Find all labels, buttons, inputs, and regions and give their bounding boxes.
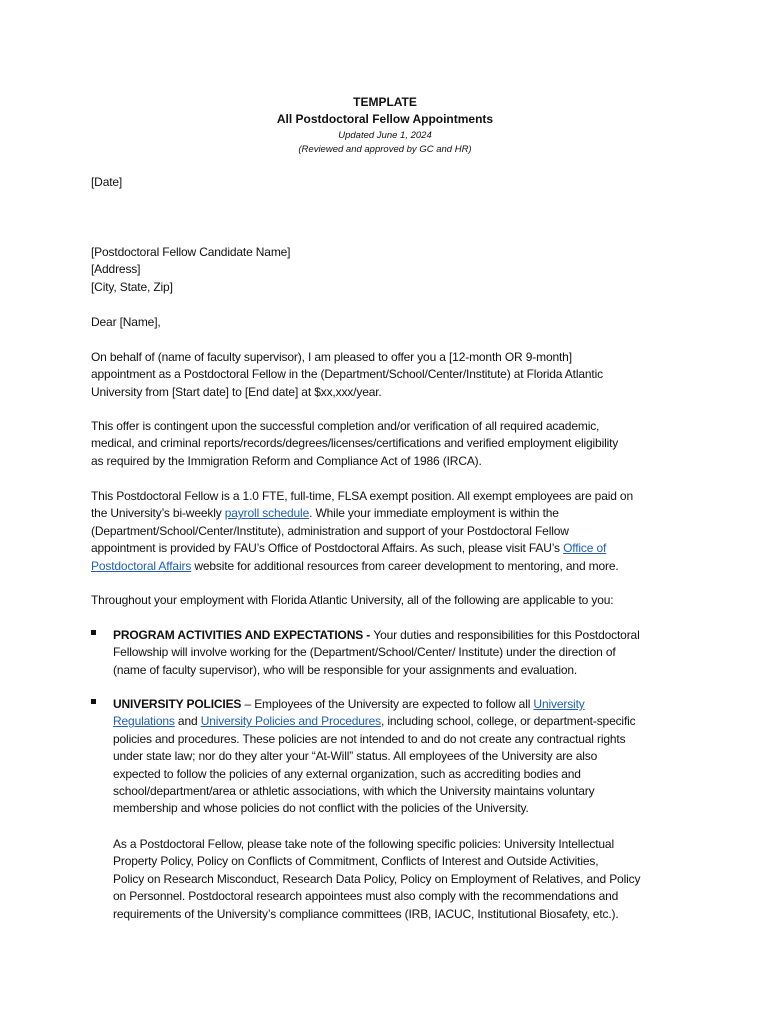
text-span: – Employees of the University are expected to follow all [241,697,534,711]
date-placeholder [91,174,681,191]
contingency-paragraph [91,418,681,470]
bullet-line: policies and procedures. These policies are not intended to and do not create any contractual rights [113,731,626,746]
paragraph-line [91,540,681,557]
paragraph-line: (Department/School/Center/Institute), administration and support of your Postdoctoral Fellow [91,523,569,538]
text-span: Your duties and responsibilities for this Postdoctoral [373,628,640,642]
recipient-name: [Postdoctoral Fellow Candidate Name] [91,245,291,259]
paragraph-line: medical, and criminal reports/records/degrees/licenses/certifications and verified employment eligibility [91,436,619,451]
applicability-paragraph [91,592,681,609]
document-title: TEMPLATE [353,95,417,109]
office-postdoctoral-affairs-link[interactable]: Office of [563,541,607,556]
paragraph-line: On behalf of (name of faculty supervisor), I am pleased to offer you a [12-month OR 9-month] [91,350,572,364]
paragraph-line: appointment as a Postdoctoral Fellow in the (Department/School/Center/Institute) at Florida Atlantic [91,367,603,382]
specific-policies-paragraph [113,836,683,923]
position-paragraph [91,488,681,575]
bullet-line: under state law; nor do they alter your “At-Will” status. All employees of the University are also [113,749,598,764]
bullet-line: (name of faculty supervisor), who will be responsible for your assignments and evaluation. [113,662,578,677]
text-span: the University’s bi-weekly [91,506,225,521]
paragraph-line: Property Policy, Policy on Conflicts of Commitment, Conflicts of Interest and Outside Activities, [113,854,599,869]
updated-date: Updated June 1, 2024 [338,130,432,141]
bullet-line: expected to follow the policies of any external organization, such as accrediting bodies and [113,766,581,781]
bullet-line [113,696,683,713]
recipient-address-block [91,244,681,296]
salutation [91,314,681,331]
paragraph-line: requirements of the University’s compliance committees (IRB, IACUC, Institutional Biosafety, etc.). [113,906,619,921]
university-policies-procedures-link[interactable]: University Policies and Procedures [200,714,382,729]
bullet-line: school/department/area or athletic associations, with which the University maintains voluntary [113,784,595,799]
text-span: and [174,714,201,729]
text-span: website for additional resources from career development to mentoring, and more. [191,558,619,573]
university-regulations-link-cont[interactable]: Regulations [113,714,175,729]
salutation-line: Dear [Name], [91,315,161,329]
bullet-line [113,713,683,730]
document-subtitle: All Postdoctoral Fellow Appointments [276,112,494,126]
paragraph-line [91,505,681,522]
text-span: , including school, college, or department-specific [381,714,636,729]
recipient-city-state-zip: [City, State, Zip] [91,279,173,294]
bullet-heading: UNIVERSITY POLICIES [113,697,242,711]
bullet-square-icon [91,628,99,636]
date-line: [Date] [91,175,123,189]
paragraph-line: This offer is contingent upon the successful completion and/or verification of all required academic, [91,419,600,433]
paragraph-line: Throughout your employment with Florida Atlantic University, all of the following are applicable to you: [91,593,614,607]
paragraph-line: As a Postdoctoral Fellow, please take note of the following specific policies: University Intellectual [113,837,614,851]
text-span: . While your immediate employment is within the [309,506,559,521]
bullet-line: Fellowship will involve working for the (Department/School/Center/ Institute) under the direction of [113,645,616,660]
bullet-line [113,627,683,644]
office-postdoctoral-affairs-link-cont[interactable]: Postdoctoral Affairs [91,558,192,573]
offer-paragraph [91,349,681,401]
paragraph-line: University from [Start date] to [End date] at $xx,xxx/year. [91,384,382,399]
paragraph-line [91,558,681,575]
university-regulations-link[interactable]: University [533,697,585,711]
university-policies-item [113,696,683,818]
recipient-address: [Address] [91,262,141,277]
paragraph-line: as required by the Immigration Reform and Compliance Act of 1986 (IRCA). [91,453,482,468]
payroll-schedule-link[interactable]: payroll schedule [224,506,310,521]
paragraph-line: Policy on Research Misconduct, Research Data Policy, Policy on Employment of Relatives, and Policy [113,871,641,886]
bullet-heading: PROGRAM ACTIVITIES AND EXPECTATIONS - [113,628,374,642]
bullet-square-icon [91,697,99,705]
program-activities-item [113,627,683,679]
text-span: appointment is provided by FAU’s Office of Postdoctoral Affairs. As such, please visit FAU’s [91,541,564,556]
paragraph-line: This Postdoctoral Fellow is a 1.0 FTE, full-time, FLSA exempt position. All exempt employees are paid on [91,489,633,503]
review-note: (Reviewed and approved by GC and HR) [298,144,472,155]
paragraph-line: on Personnel. Postdoctoral research appointees must also comply with the recommendations and [113,889,619,904]
bullet-line: membership and whose policies do not conflict with the policies of the University. [113,801,529,816]
